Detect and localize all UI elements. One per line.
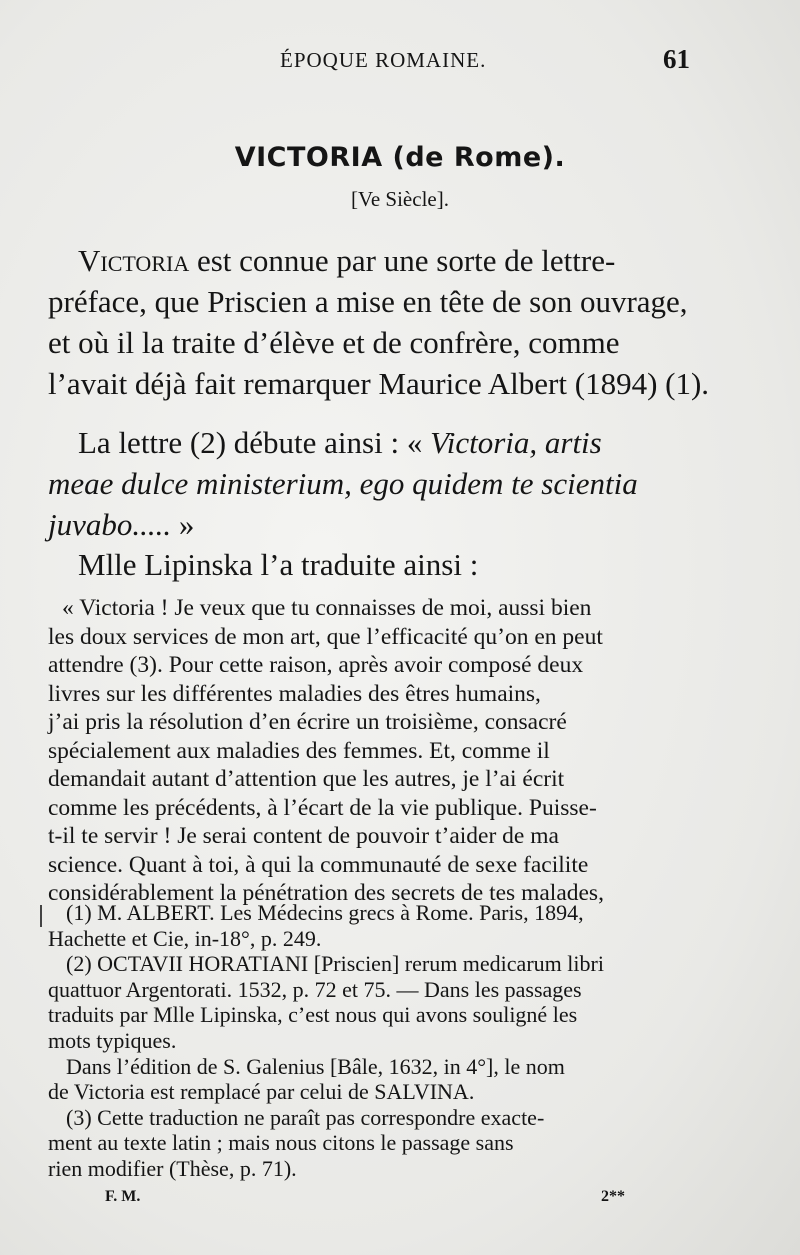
quote-line: attendre (3). Pour cette raison, après avoir composé deux <box>48 652 584 678</box>
footnote-line: de Victoria est remplacé par celui de SALVINA. <box>48 1079 475 1105</box>
paragraph-line: préface, que Priscien a mise en tête de son ouvrage, <box>48 284 688 319</box>
paragraph-line: juvabo..... » <box>48 507 195 542</box>
footnote-line: Dans l’édition de S. Galenius [Bâle, 1632, in 4°], le nom <box>66 1053 565 1079</box>
paragraph-line: l’avait déjà fait remarquer Maurice Albert (1894) (1). <box>48 366 710 401</box>
signature-mark: 2** <box>601 1188 625 1205</box>
section-subtitle: [Ve Siècle]. <box>351 187 449 211</box>
quote-line: livres sur les différentes maladies des êtres humains, <box>48 680 541 707</box>
paragraph-line: Mlle Lipinska l’a traduite ainsi : <box>78 547 479 582</box>
quote-line: spécialement aux maladies des femmes. Et, comme il <box>48 737 550 764</box>
footnote-line: quattuor Argentorati. 1532, p. 72 et 75. — Dans les passages <box>48 976 582 1002</box>
section-title: VICTORIA (de Rome). <box>234 142 566 173</box>
footnotes <box>48 900 698 1182</box>
paragraph-line: et où il la traite d’élève et de confrère, comme <box>48 325 620 360</box>
paragraph-line: Victoria est connue par une sorte de lettre- <box>78 243 616 278</box>
footnote-line: Hachette et Cie, in-18°, p. 249. <box>48 925 322 951</box>
paragraph-letter <box>48 422 698 545</box>
footnote-line: rien modifier (Thèse, p. 71). <box>48 1155 297 1181</box>
footnote-line: ment au texte latin ; mais nous citons le passage sans <box>48 1130 514 1156</box>
quote-line: j’ai pris la résolution d’en écrire un troisième, consacré <box>48 709 567 735</box>
paragraph-intro <box>48 240 710 404</box>
quote-line: « Victoria ! Je veux que tu connaisses de moi, aussi bien <box>62 595 592 621</box>
printer-signature: F. M. <box>105 1188 141 1205</box>
quote-line: science. Quant à toi, à qui la communauté de sexe facilite <box>48 851 589 878</box>
page-number: 61 <box>663 44 690 74</box>
paragraph-line: meae dulce ministerium, ego quidem te scientia <box>48 466 638 501</box>
paragraph-line: La lettre (2) débute ainsi : « Victoria, artis <box>78 425 602 460</box>
quote-line: demandait autant d’attention que les autres, je l’ai écrit <box>48 766 565 792</box>
footnote-line: traduits par Mlle Lipinska, c’est nous qui avons souligné les <box>48 1002 578 1028</box>
footnote-line: (1) M. ALBERT. Les Médecins grecs à Rome. Paris, 1894, <box>66 900 584 925</box>
quote-line: considérablement la pénétration des secrets de tes malades, <box>48 880 604 906</box>
margin-mark <box>40 905 42 927</box>
footnote-line: (2) OCTAVII HORATIANI [Priscien] rerum medicarum libri <box>66 951 604 977</box>
paragraph-translation-intro <box>48 544 698 585</box>
footnote-line: mots typiques. <box>48 1027 177 1053</box>
quote-line: comme les précédents, à l’écart de la vie publique. Puisse- <box>48 794 597 821</box>
translated-quote <box>48 594 698 908</box>
page-header <box>50 44 690 78</box>
running-head: ÉPOQUE ROMAINE. <box>280 48 487 72</box>
quote-line: les doux services de mon art, que l’efficacité qu’on en peut <box>48 623 603 650</box>
quote-line: t-il te servir ! Je serai content de pouvoir t’aider de ma <box>48 823 559 849</box>
footnote-line: (3) Cette traduction ne paraît pas correspondre exacte- <box>66 1104 545 1130</box>
